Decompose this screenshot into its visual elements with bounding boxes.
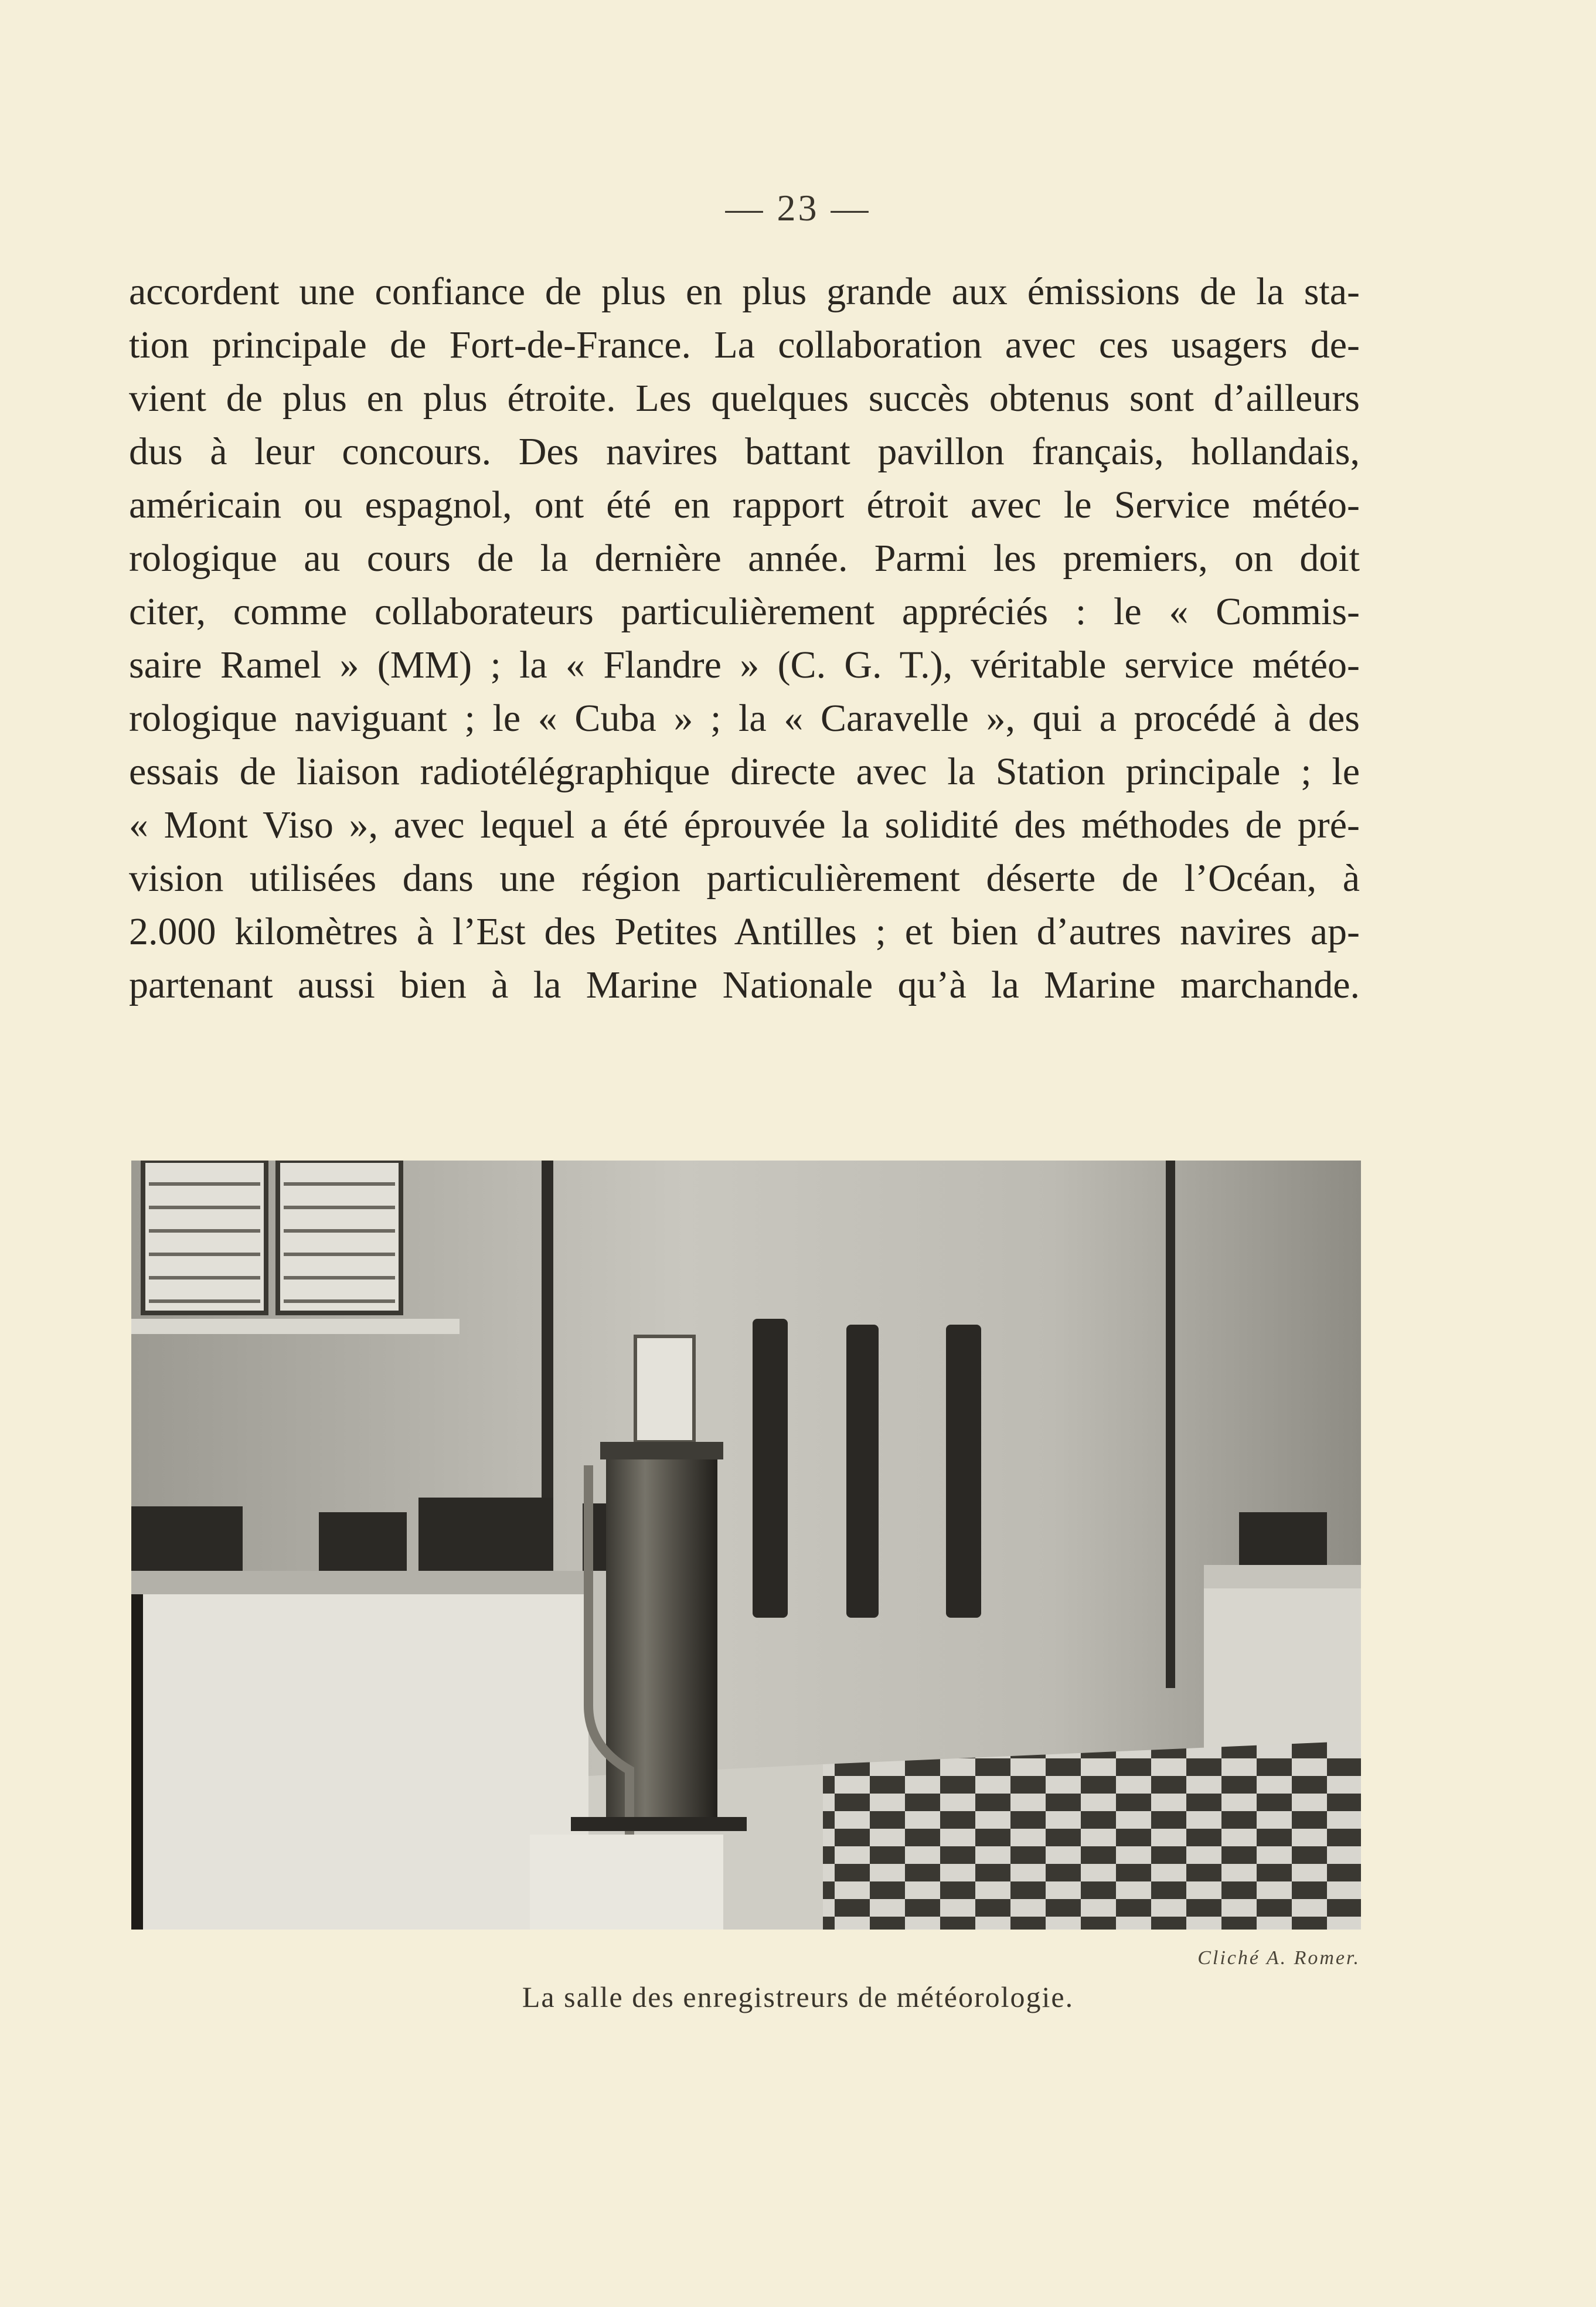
figure-caption: La salle des enregistreurs de météorologie. — [522, 1981, 1074, 2013]
photograph-meteorology-room — [131, 1161, 1361, 1930]
text-line: rologique au cours de la dernière année. Parmi les premiers, on doit — [129, 537, 1360, 580]
photo-credit: Cliché A. Romer. — [1197, 1947, 1360, 1969]
text-line: essais de liaison radiotélégraphique directe avec la Station principale ; le — [129, 750, 1360, 793]
text-line: accordent une confiance de plus en plus grande aux émissions de la sta- — [129, 270, 1360, 313]
text-line: saire Ramel » (MM) ; la « Flandre » (C. G. T.), véritable service météo- — [129, 644, 1360, 686]
text-line: 2.000 kilomètres à l’Est des Petites Antilles ; et bien d’autres navires ap- — [129, 910, 1360, 953]
text-line: rologique naviguant ; le « Cuba » ; la « Caravelle », qui a procédé à des — [129, 697, 1360, 740]
page-number: — 23 — — [725, 187, 871, 229]
text-line: vient de plus en plus étroite. Les quelques succès obtenus sont d’ailleurs — [129, 377, 1360, 420]
body-text — [129, 265, 1360, 1012]
text-line: dus à leur concours. Des navires battant pavillon français, hollandais, — [129, 430, 1360, 473]
text-line: américain ou espagnol, ont été en rapport étroit avec le Service météo- — [129, 484, 1360, 526]
text-line: vision utilisées dans une région particulièrement déserte de l’Océan, à — [129, 857, 1360, 900]
text-line: tion principale de Fort-de-France. La collaboration avec ces usagers de- — [129, 324, 1360, 366]
text-line: citer, comme collaborateurs particulièrement appréciés : le « Commis- — [129, 590, 1360, 633]
text-line: « Mont Viso », avec lequel a été éprouvée la solidité des méthodes de pré- — [129, 804, 1360, 846]
text-line: partenant aussi bien à la Marine Nationale qu’à la Marine marchande. — [129, 964, 1360, 1006]
